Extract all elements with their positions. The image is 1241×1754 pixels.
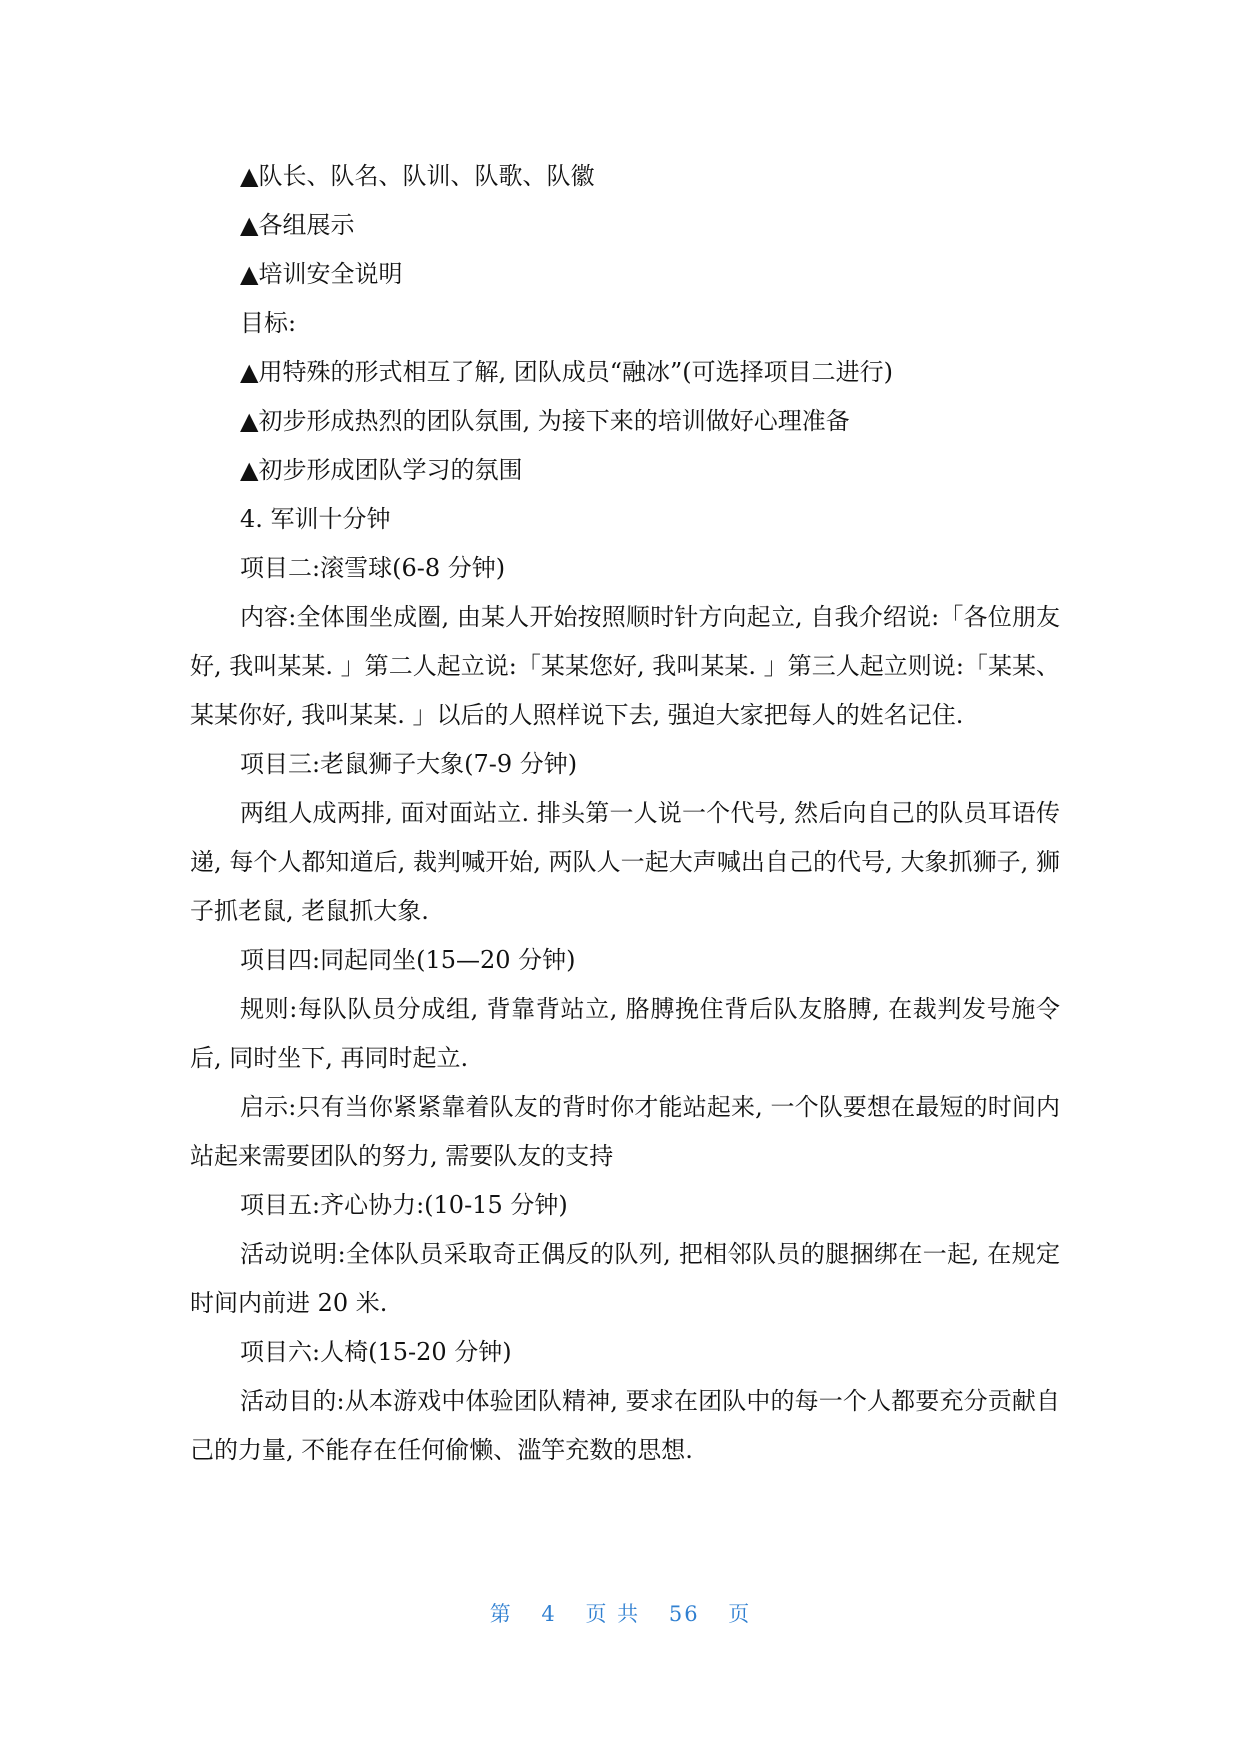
- project-4-insight: 启示:只有当你紧紧靠着队友的背时你才能站起来, 一个队要想在最短的时间内站起来需要团队的努力, 需要队友的支持: [190, 1093, 1060, 1170]
- bullet-goal-3: ▲初步形成团队学习的氛围: [240, 456, 523, 484]
- bullet-safety: ▲培训安全说明: [240, 260, 403, 288]
- goal-heading: 目标:: [240, 309, 297, 337]
- project-2-content: 内容:全体围坐成圈, 由某人开始按照顺时针方向起立, 自我介绍说:「各位朋友好, 我叫某某. 」第二人起立说:「某某您好, 我叫某某. 」第三人起立则说:「某某、某某你好, 我叫某某. 」以后的人照样说下去, 强迫大家把每人的姓名记住.: [190, 603, 1060, 729]
- project-5-content: 活动说明:全体队员采取奇正偶反的队列, 把相邻队员的腿捆绑在一起, 在规定时间内前进 20 米.: [190, 1240, 1060, 1317]
- footer-total-pages: 56: [668, 1602, 700, 1626]
- project-5-heading: 项目五:齐心协力:(10-15 分钟): [240, 1191, 568, 1219]
- footer-middle: 页 共: [585, 1602, 641, 1626]
- project-3-content: 两组人成两排, 面对面站立. 排头第一人说一个代号, 然后向自己的队员耳语传递, 每个人都知道后, 裁判喊开始, 两队人一起大声喊出自己的代号, 大象抓狮子, 狮子抓老鼠, 老鼠抓大象.: [190, 799, 1060, 925]
- project-6-content: 活动目的:从本游戏中体验团队精神, 要求在团队中的每一个人都要充分贡献自己的力量, 不能存在任何偷懒、滥竽充数的思想.: [190, 1387, 1060, 1464]
- project-3-heading: 项目三:老鼠狮子大象(7-9 分钟): [240, 750, 578, 778]
- bullet-goal-1: ▲用特殊的形式相互了解, 团队成员“融冰”(可选择项目二进行): [240, 358, 893, 386]
- project-4-heading: 项目四:同起同坐(15—20 分钟): [240, 946, 576, 974]
- bullet-goal-2: ▲初步形成热烈的团队氛围, 为接下来的培训做好心理准备: [240, 407, 850, 435]
- project-6-heading: 项目六:人椅(15-20 分钟): [240, 1338, 512, 1366]
- document-body: [190, 152, 1060, 1475]
- bullet-captain-name: ▲队长、队名、队训、队歌、队徽: [240, 162, 595, 190]
- footer-page-number: 4: [541, 1602, 557, 1626]
- project-2-heading: 项目二:滚雪球(6-8 分钟): [240, 554, 506, 582]
- footer-prefix: 第: [489, 1602, 513, 1626]
- section-military-training: 4. 军训十分钟: [240, 505, 391, 533]
- footer-suffix: 页: [728, 1602, 752, 1626]
- page-footer: [0, 1598, 1241, 1628]
- project-4-rules: 规则:每队队员分成组, 背靠背站立, 胳膊挽住背后队友胳膊, 在裁判发号施令后, 同时坐下, 再同时起立.: [190, 995, 1060, 1072]
- bullet-group-display: ▲各组展示: [240, 211, 355, 239]
